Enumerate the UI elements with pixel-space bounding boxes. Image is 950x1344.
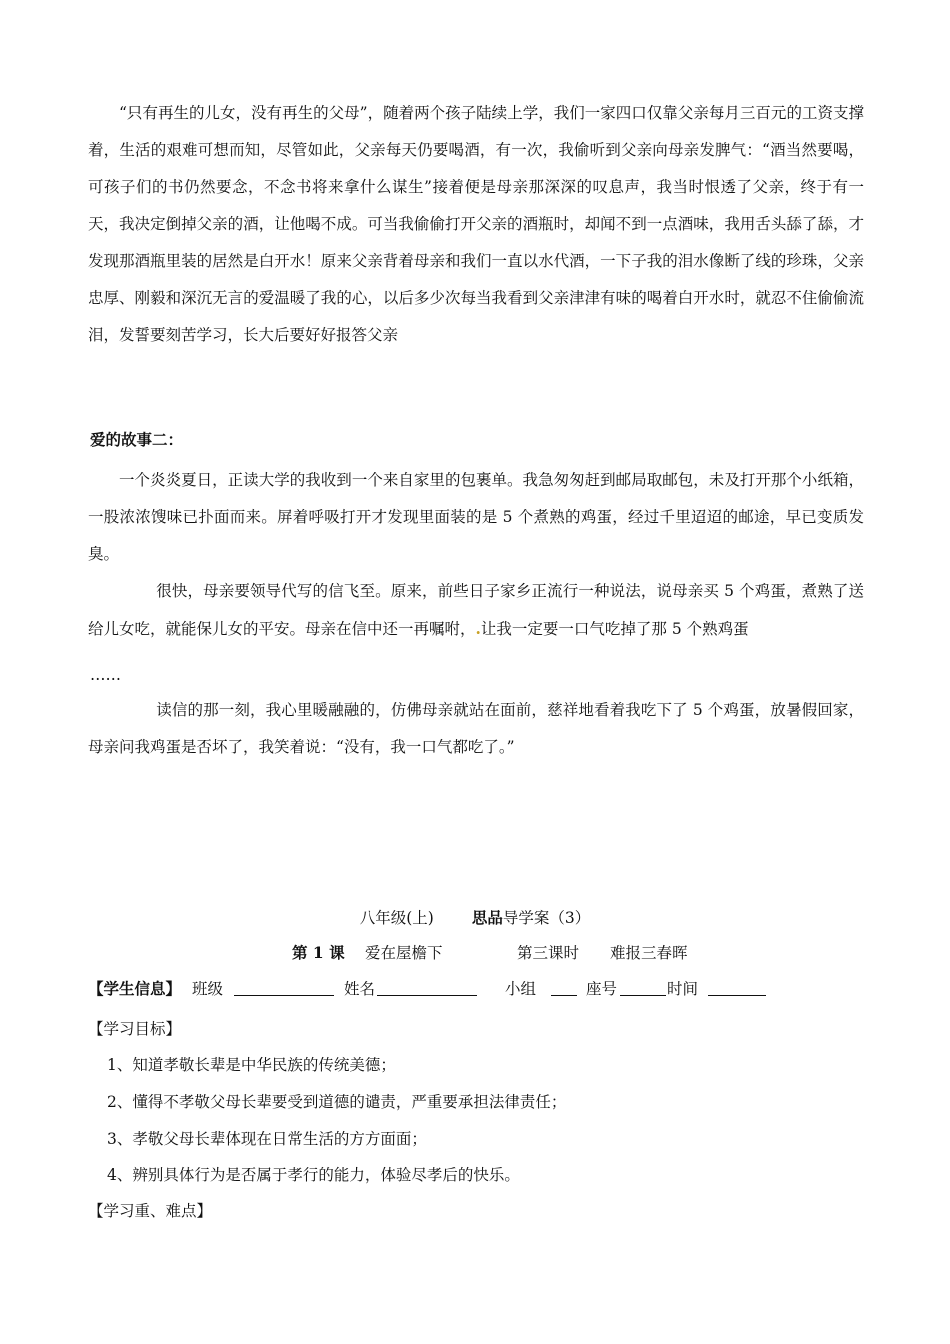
time-label: 时间 [667, 980, 699, 998]
story2-paragraph-1: 一个炎炎夏日，正读大学的我收到一个来自家里的包裹单。我急匆匆赶到邮局取邮包，未及打开那个小纸箱，一股浓浓馊味已扑面而来。屏着呼吸打开才发现里面装的是 5 个煮熟的鸡蛋，经过千里迢迢的邮途，早已变质发臭。 [88, 471, 864, 563]
subject-rest: 导学案（3） [502, 909, 591, 927]
goal-item: 1、知道孝敬长辈是中华民族的传统美德； [107, 1056, 396, 1074]
goal-item: 3、孝敬父母长辈体现在日常生活的方方面面； [107, 1130, 427, 1148]
emphasis-dot: . [475, 619, 481, 638]
grade-label: 八年级(上) [359, 909, 434, 927]
goal-item: 2、懂得不孝敬父母长辈要受到道德的谴责，严重要承担法律责任； [107, 1093, 567, 1111]
ellipsis: …… [90, 666, 121, 684]
story1-paragraph: “只有再生的儿女，没有再生的父母”，随着两个孩子陆续上学，我们一家四口仅靠父亲每月三百元的工资支撑着，生活的艰难可想而知，尽管如此，父亲每天仍要喝酒，有一次，我偷听到父亲向母亲发脾气：“酒当然要喝，可孩子们的书仍然要念，不念书将来拿什么谋生”接着便是母亲那深深的叹息声，我当时恨透了父亲，终于有一天，我决定倒掉父亲的酒，让他喝不成。可当我偷偷打开父亲的酒瓶时，却闻不到一点酒味，我用舌头舔了舔，才发现那酒瓶里装的居然是白开水！原来父亲背着母亲和我们一直以水代酒，一下子我的泪水像断了线的珍珠，父亲忠厚、刚毅和深沉无言的爱温暖了我的心，以后多少次每当我看到父亲津津有味的喝着白开水时，就忍不住偷偷流泪，发誓要刻苦学习，长大后要好好报答父亲 [88, 104, 864, 344]
name-label: 姓名 [344, 980, 376, 998]
name-field[interactable] [377, 977, 477, 996]
key-points-heading: 【学习重、难点】 [88, 1202, 213, 1220]
story2-paragraph-3: 读信的那一刻，我心里暖融融的，仿佛母亲就站在面前，慈祥地看着我吃下了 5 个鸡蛋，放暑假回家，母亲问我鸡蛋是否坏了，我笑着说：“没有，我一口气都吃了。” [88, 701, 864, 756]
seat-field[interactable] [620, 977, 666, 996]
class-label: 班级 [192, 980, 224, 998]
goal-item: 4、辨别具体行为是否属于孝行的能力，体验尽孝后的快乐。 [107, 1166, 520, 1184]
worksheet-title [0, 906, 950, 928]
story2-paragraph-2-part-a: 很快，母亲要领导代写的信飞至。原来，前些日子家乡正流行一种说法，说母亲买 5 个鸡蛋，煮熟了送给儿女吃，就能保儿女的平安。母亲在信中还一再嘱咐， [88, 582, 864, 638]
story2-paragraph-2-part-b: 让我一定要一口气吃掉了那 5 个熟鸡蛋 [480, 620, 749, 638]
class-field[interactable] [234, 977, 334, 996]
student-info-label: 【学生信息】 [88, 979, 182, 998]
story2-heading: 爱的故事二： [90, 431, 184, 449]
group-field[interactable] [551, 977, 577, 996]
seat-label: 座号 [586, 980, 618, 998]
story2-paragraph-2 [88, 573, 864, 648]
lesson-topic: 难报三春晖 [610, 944, 688, 962]
lesson-number: 第 1 课 [292, 943, 345, 962]
lesson-period: 第三课时 [517, 944, 580, 962]
time-field[interactable] [708, 977, 766, 996]
goals-heading: 【学习目标】 [88, 1020, 182, 1038]
group-label: 小组 [505, 980, 537, 998]
subject-bold: 思品 [471, 908, 503, 927]
lesson-title: 爱在屋檐下 [365, 944, 443, 962]
